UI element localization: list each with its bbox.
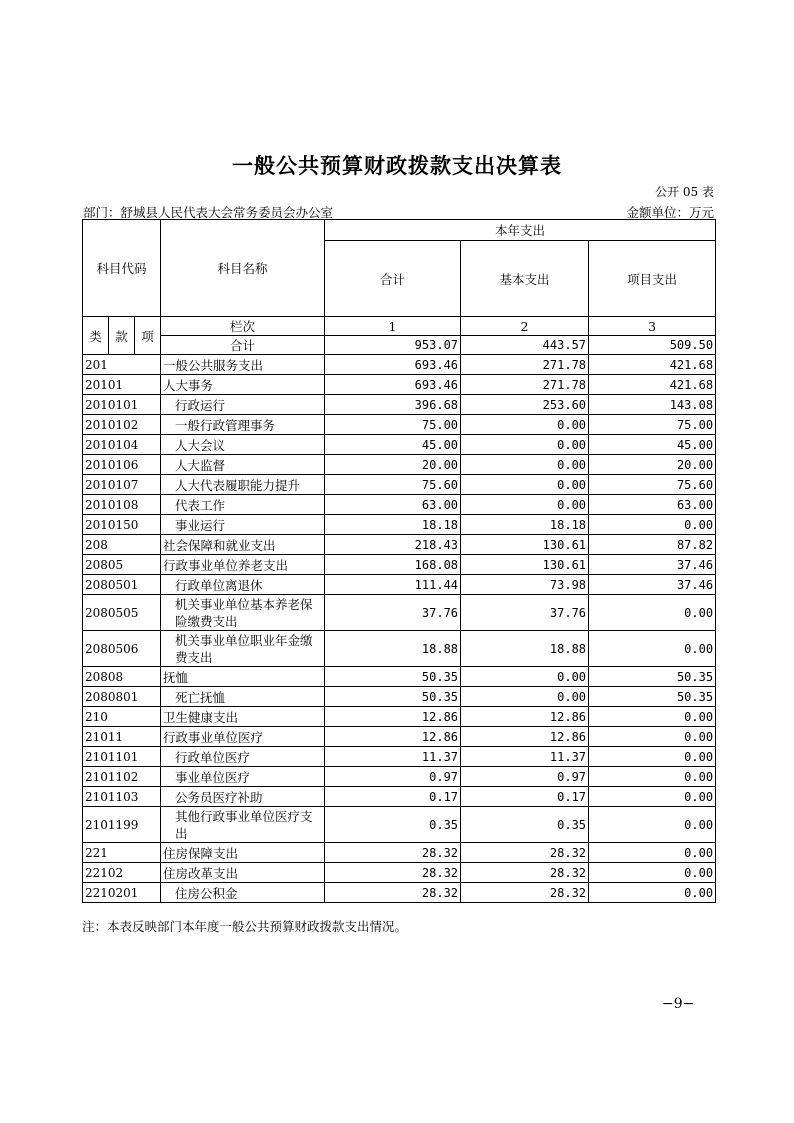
row-basic: 28.32 bbox=[461, 863, 589, 883]
table-row bbox=[83, 631, 716, 667]
table-row bbox=[83, 863, 716, 883]
header-lei: 类 bbox=[83, 317, 109, 355]
row-basic: 37.76 bbox=[461, 595, 589, 631]
table-row bbox=[83, 375, 716, 395]
sum-total: 953.07 bbox=[325, 336, 461, 355]
table-row bbox=[83, 575, 716, 595]
row-code: 20101 bbox=[83, 375, 161, 395]
row-project: 0.00 bbox=[589, 787, 716, 807]
row-basic: 28.32 bbox=[461, 883, 589, 903]
row-project: 45.00 bbox=[589, 435, 716, 455]
row-project: 421.68 bbox=[589, 375, 716, 395]
table-row bbox=[83, 843, 716, 863]
row-project: 0.00 bbox=[589, 595, 716, 631]
row-code: 2010101 bbox=[83, 395, 161, 415]
row-total: 12.86 bbox=[325, 727, 461, 747]
row-total: 0.35 bbox=[325, 807, 461, 843]
row-basic: 12.86 bbox=[461, 707, 589, 727]
row-project: 0.00 bbox=[589, 807, 716, 843]
row-name: 一般行政管理事务 bbox=[161, 415, 325, 435]
row-code: 2010104 bbox=[83, 435, 161, 455]
row-basic: 11.37 bbox=[461, 747, 589, 767]
row-name: 住房保障支出 bbox=[161, 843, 325, 863]
table-row bbox=[83, 415, 716, 435]
row-name: 行政事业单位养老支出 bbox=[161, 555, 325, 575]
row-code: 2010102 bbox=[83, 415, 161, 435]
row-project: 421.68 bbox=[589, 355, 716, 375]
row-project: 75.60 bbox=[589, 475, 716, 495]
row-code: 2010107 bbox=[83, 475, 161, 495]
row-name: 事业单位医疗 bbox=[161, 767, 325, 787]
row-basic: 0.00 bbox=[461, 415, 589, 435]
header-col1: 1 bbox=[325, 317, 461, 336]
table-row bbox=[83, 535, 716, 555]
row-name: 卫生健康支出 bbox=[161, 707, 325, 727]
table-row bbox=[83, 767, 716, 787]
row-name: 其他行政事业单位医疗支出 bbox=[161, 807, 325, 843]
row-name: 住房公积金 bbox=[161, 883, 325, 903]
row-name: 机关事业单位职业年金缴费支出 bbox=[161, 631, 325, 667]
row-name: 死亡抚恤 bbox=[161, 687, 325, 707]
row-total: 396.68 bbox=[325, 395, 461, 415]
header-code: 科目代码 bbox=[83, 220, 161, 317]
row-project: 20.00 bbox=[589, 455, 716, 475]
row-name: 社会保障和就业支出 bbox=[161, 535, 325, 555]
row-basic: 0.00 bbox=[461, 475, 589, 495]
table-row bbox=[83, 707, 716, 727]
row-project: 50.35 bbox=[589, 667, 716, 687]
row-total: 693.46 bbox=[325, 355, 461, 375]
row-total: 75.60 bbox=[325, 475, 461, 495]
row-project: 75.00 bbox=[589, 415, 716, 435]
row-code: 201 bbox=[83, 355, 161, 375]
row-total: 63.00 bbox=[325, 495, 461, 515]
row-total: 111.44 bbox=[325, 575, 461, 595]
row-name: 人大代表履职能力提升 bbox=[161, 475, 325, 495]
row-code: 2010150 bbox=[83, 515, 161, 535]
row-total: 18.88 bbox=[325, 631, 461, 667]
row-code: 2080506 bbox=[83, 631, 161, 667]
row-total: 168.08 bbox=[325, 555, 461, 575]
header-project: 项目支出 bbox=[589, 241, 716, 317]
row-project: 87.82 bbox=[589, 535, 716, 555]
row-total: 50.35 bbox=[325, 687, 461, 707]
row-total: 0.97 bbox=[325, 767, 461, 787]
header-current-year: 本年支出 bbox=[325, 220, 716, 241]
row-name: 行政事业单位医疗 bbox=[161, 727, 325, 747]
row-code: 2080801 bbox=[83, 687, 161, 707]
row-project: 50.35 bbox=[589, 687, 716, 707]
row-total: 18.18 bbox=[325, 515, 461, 535]
table-row bbox=[83, 747, 716, 767]
row-basic: 0.35 bbox=[461, 807, 589, 843]
page-number: −9− bbox=[662, 996, 695, 1012]
form-number: 公开 05 表 bbox=[655, 185, 714, 199]
row-code: 22102 bbox=[83, 863, 161, 883]
row-project: 37.46 bbox=[589, 555, 716, 575]
row-total: 218.43 bbox=[325, 535, 461, 555]
row-basic: 0.97 bbox=[461, 767, 589, 787]
table-row bbox=[83, 395, 716, 415]
table-row bbox=[83, 435, 716, 455]
row-code: 2101102 bbox=[83, 767, 161, 787]
sum-project: 509.50 bbox=[589, 336, 716, 355]
row-basic: 271.78 bbox=[461, 355, 589, 375]
table-row bbox=[83, 883, 716, 903]
row-basic: 0.00 bbox=[461, 495, 589, 515]
row-basic: 0.00 bbox=[461, 667, 589, 687]
row-code: 2101199 bbox=[83, 807, 161, 843]
row-basic: 28.32 bbox=[461, 843, 589, 863]
row-name: 人大监督 bbox=[161, 455, 325, 475]
row-code: 2210201 bbox=[83, 883, 161, 903]
table-row bbox=[83, 355, 716, 375]
row-name: 事业运行 bbox=[161, 515, 325, 535]
header-col2: 2 bbox=[461, 317, 589, 336]
row-total: 37.76 bbox=[325, 595, 461, 631]
header-basic: 基本支出 bbox=[461, 241, 589, 317]
row-total: 75.00 bbox=[325, 415, 461, 435]
row-basic: 253.60 bbox=[461, 395, 589, 415]
row-basic: 73.98 bbox=[461, 575, 589, 595]
row-name: 住房改革支出 bbox=[161, 863, 325, 883]
header-name: 科目名称 bbox=[161, 220, 325, 317]
table-row bbox=[83, 667, 716, 687]
row-project: 0.00 bbox=[589, 707, 716, 727]
row-name: 行政单位离退休 bbox=[161, 575, 325, 595]
row-project: 143.08 bbox=[589, 395, 716, 415]
table-row bbox=[83, 727, 716, 747]
row-code: 21011 bbox=[83, 727, 161, 747]
table-row bbox=[83, 475, 716, 495]
row-total: 28.32 bbox=[325, 883, 461, 903]
row-name: 行政单位医疗 bbox=[161, 747, 325, 767]
row-basic: 271.78 bbox=[461, 375, 589, 395]
row-project: 0.00 bbox=[589, 747, 716, 767]
table-row bbox=[83, 555, 716, 575]
row-total: 11.37 bbox=[325, 747, 461, 767]
row-code: 221 bbox=[83, 843, 161, 863]
row-project: 0.00 bbox=[589, 863, 716, 883]
row-code: 210 bbox=[83, 707, 161, 727]
amount-unit-label: 金额单位：万元 bbox=[626, 205, 714, 220]
row-total: 693.46 bbox=[325, 375, 461, 395]
table-row bbox=[83, 687, 716, 707]
table-row bbox=[83, 595, 716, 631]
footnote: 注：本表反映部门本年度一般公共预算财政拨款支出情况。 bbox=[82, 919, 408, 934]
row-total: 28.32 bbox=[325, 863, 461, 883]
header-col3: 3 bbox=[589, 317, 716, 336]
sum-basic: 443.57 bbox=[461, 336, 589, 355]
row-total: 50.35 bbox=[325, 667, 461, 687]
row-code: 2080501 bbox=[83, 575, 161, 595]
expenditure-table bbox=[82, 219, 716, 903]
row-code: 2010106 bbox=[83, 455, 161, 475]
row-project: 0.00 bbox=[589, 727, 716, 747]
row-name: 抚恤 bbox=[161, 667, 325, 687]
row-name: 行政运行 bbox=[161, 395, 325, 415]
row-name: 一般公共服务支出 bbox=[161, 355, 325, 375]
row-project: 37.46 bbox=[589, 575, 716, 595]
row-total: 28.32 bbox=[325, 843, 461, 863]
row-basic: 0.17 bbox=[461, 787, 589, 807]
row-project: 63.00 bbox=[589, 495, 716, 515]
row-name: 代表工作 bbox=[161, 495, 325, 515]
table-row bbox=[83, 495, 716, 515]
header-kuan: 款 bbox=[109, 317, 135, 355]
row-code: 20805 bbox=[83, 555, 161, 575]
row-code: 208 bbox=[83, 535, 161, 555]
row-basic: 130.61 bbox=[461, 555, 589, 575]
row-basic: 0.00 bbox=[461, 687, 589, 707]
table-row bbox=[83, 807, 716, 843]
row-code: 2080505 bbox=[83, 595, 161, 631]
row-total: 12.86 bbox=[325, 707, 461, 727]
table-row bbox=[83, 515, 716, 535]
row-name: 人大事务 bbox=[161, 375, 325, 395]
row-total: 45.00 bbox=[325, 435, 461, 455]
row-total: 0.17 bbox=[325, 787, 461, 807]
row-project: 0.00 bbox=[589, 767, 716, 787]
row-basic: 12.86 bbox=[461, 727, 589, 747]
row-code: 2101101 bbox=[83, 747, 161, 767]
row-project: 0.00 bbox=[589, 515, 716, 535]
row-code: 2101103 bbox=[83, 787, 161, 807]
department-label: 部门：舒城县人民代表大会常务委员会办公室 bbox=[83, 205, 334, 220]
table-row bbox=[83, 787, 716, 807]
page-title: 一般公共预算财政拨款支出决算表 bbox=[232, 153, 562, 178]
row-name: 机关事业单位基本养老保险缴费支出 bbox=[161, 595, 325, 631]
row-code: 2010108 bbox=[83, 495, 161, 515]
table-row bbox=[83, 455, 716, 475]
row-project: 0.00 bbox=[589, 843, 716, 863]
header-total: 合计 bbox=[325, 241, 461, 317]
row-project: 0.00 bbox=[589, 883, 716, 903]
row-total: 20.00 bbox=[325, 455, 461, 475]
row-project: 0.00 bbox=[589, 631, 716, 667]
row-name: 人大会议 bbox=[161, 435, 325, 455]
row-name: 公务员医疗补助 bbox=[161, 787, 325, 807]
sum-label: 合计 bbox=[161, 336, 325, 355]
row-basic: 18.18 bbox=[461, 515, 589, 535]
row-basic: 0.00 bbox=[461, 435, 589, 455]
row-basic: 130.61 bbox=[461, 535, 589, 555]
row-basic: 18.88 bbox=[461, 631, 589, 667]
row-basic: 0.00 bbox=[461, 455, 589, 475]
header-lanci: 栏次 bbox=[161, 317, 325, 336]
row-code: 20808 bbox=[83, 667, 161, 687]
header-xiang: 项 bbox=[135, 317, 161, 355]
